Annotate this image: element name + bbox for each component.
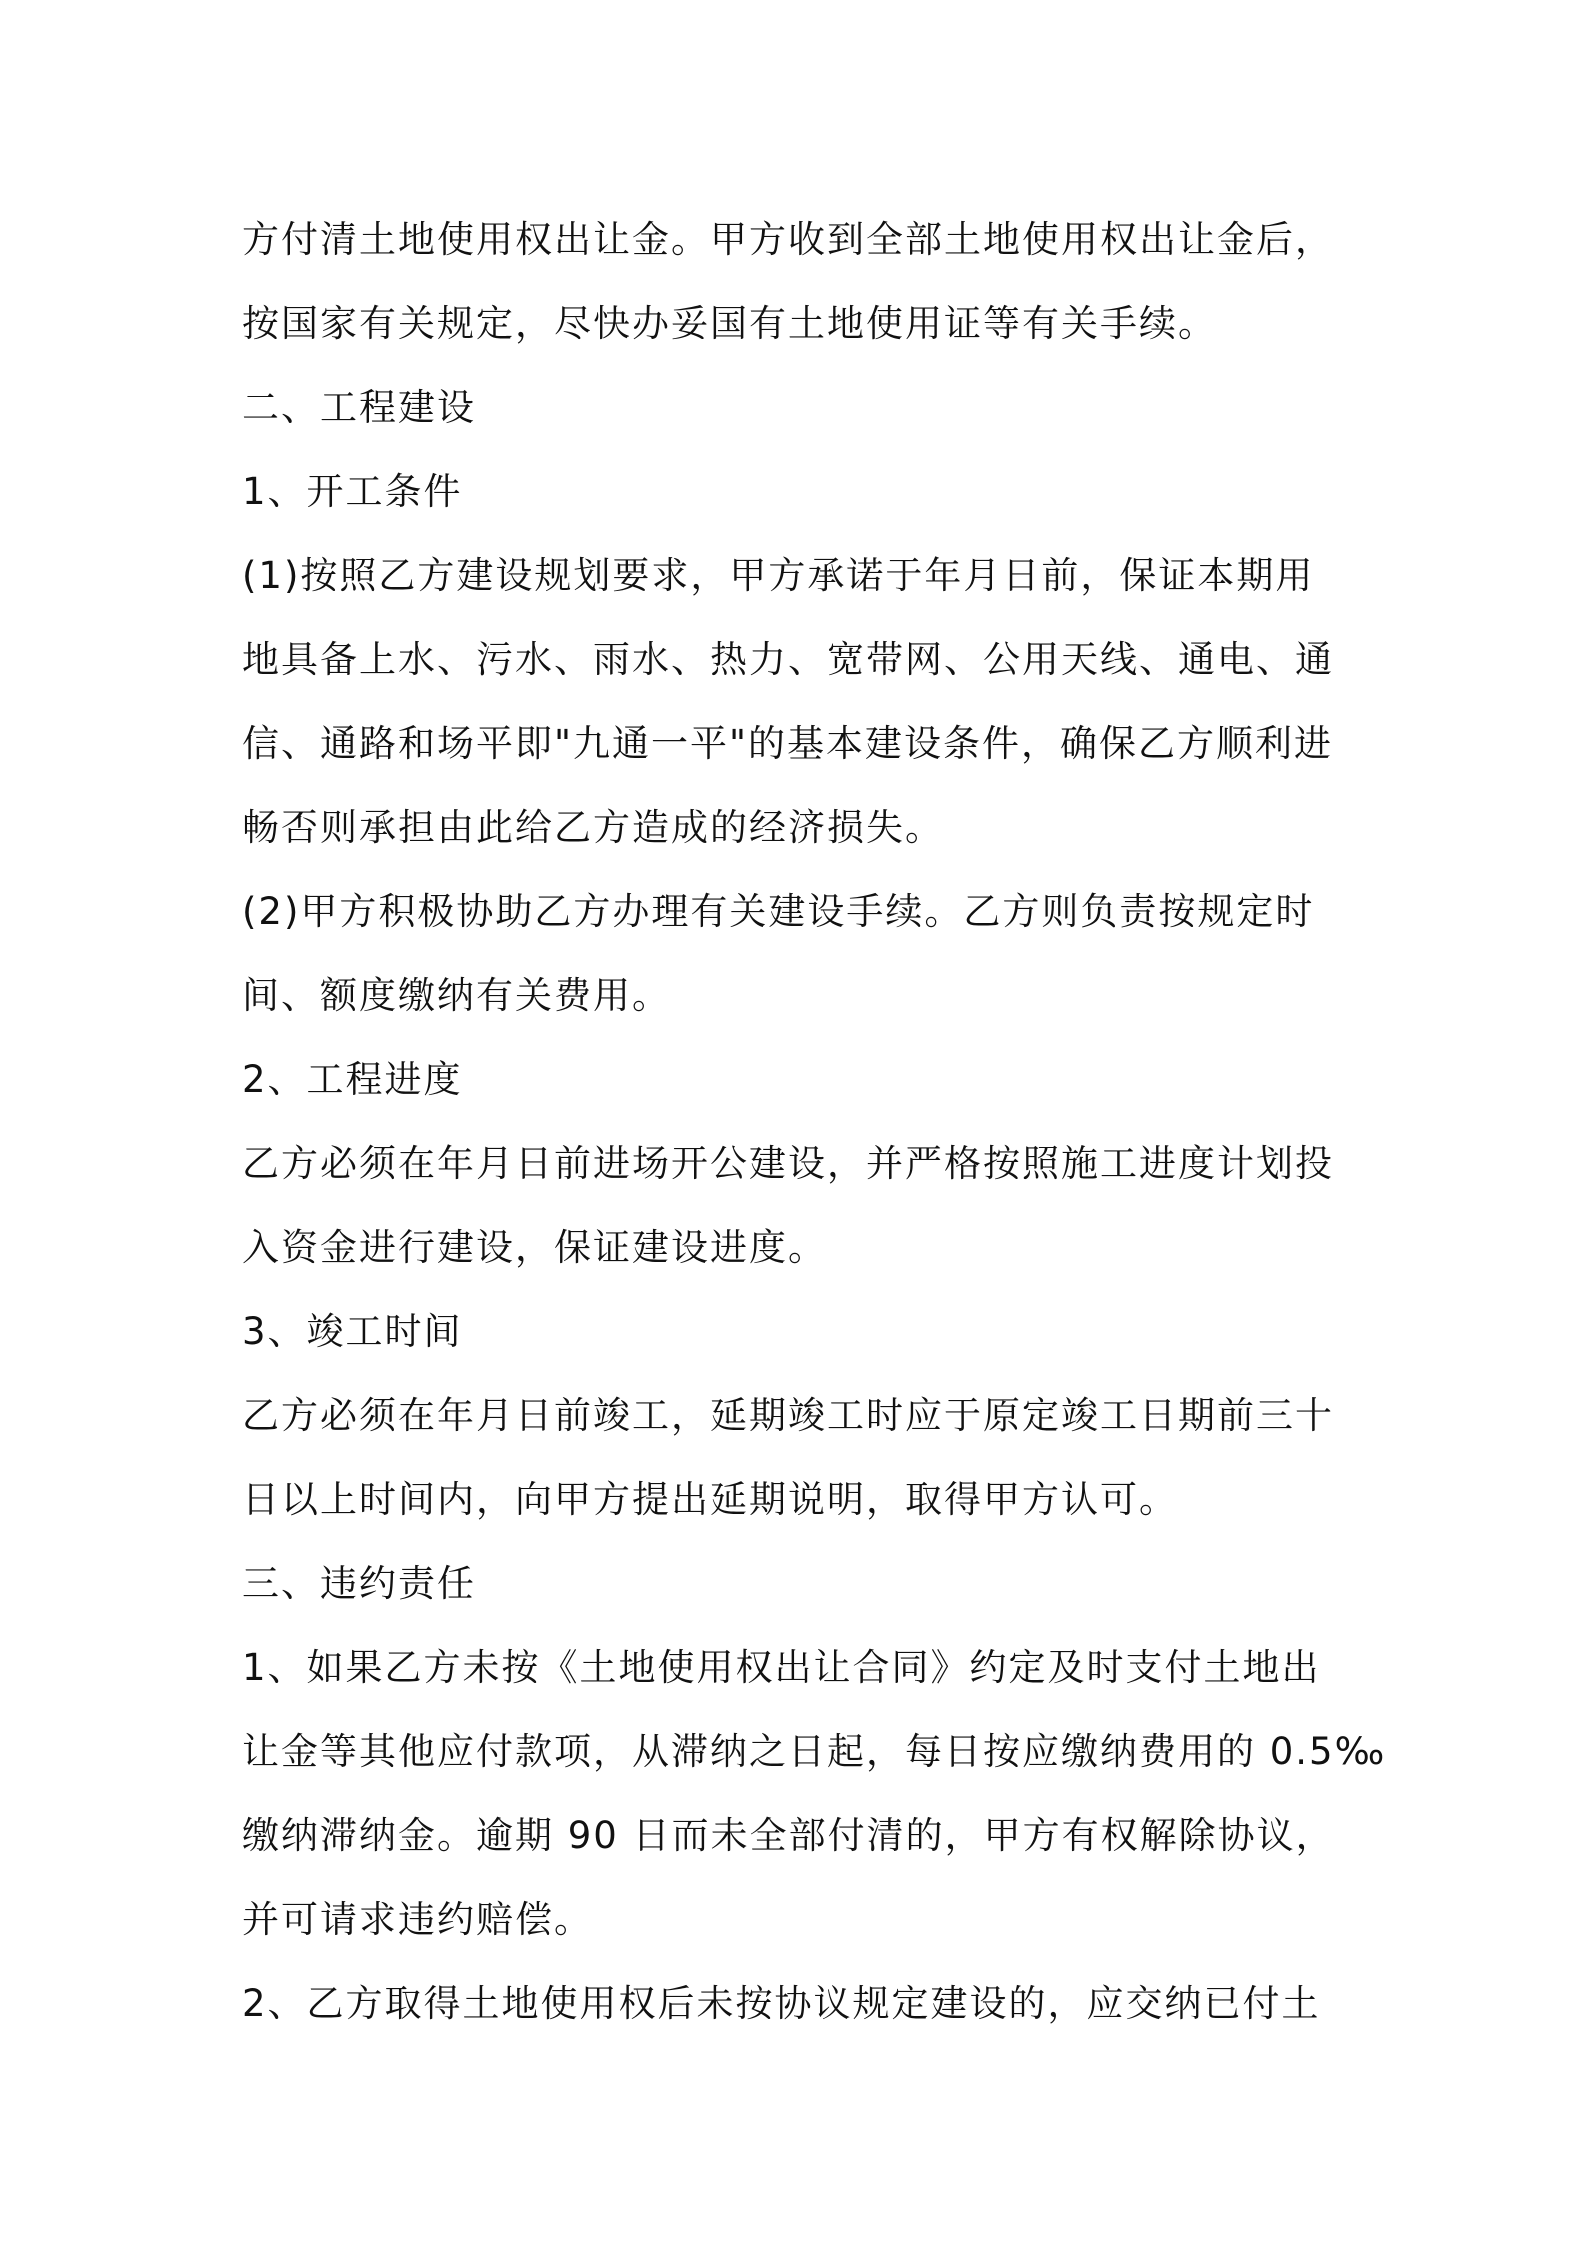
text-line: 入资金进行建设，保证建设进度。 (242, 1226, 827, 1269)
text-line: 乙方必须在年月日前竣工，延期竣工时应于原定竣工日期前三十 (242, 1394, 1334, 1437)
text-line: 乙方必须在年月日前进场开公建设，并严格按照施工进度计划投 (242, 1142, 1334, 1185)
text-line: 让金等其他应付款项，从滞纳之日起，每日按应缴纳费用的 0.5‰ (242, 1730, 1387, 1773)
text-line: 信、通路和场平即"九通一平"的基本建设条件，确保乙方顺利进 (242, 722, 1334, 765)
subsection-heading: 2、工程进度 (242, 1058, 463, 1101)
subsection-heading: 3、竣工时间 (242, 1310, 463, 1353)
document-body (242, 198, 1387, 2046)
text-line: (1)按照乙方建设规划要求，甲方承诺于年月日前，保证本期用 (242, 554, 1315, 597)
text-line: 间、额度缴纳有关费用。 (242, 974, 671, 1017)
subsection-heading: 1、开工条件 (242, 470, 463, 513)
text-line: 方付清土地使用权出让金。甲方收到全部土地使用权出让金后， (242, 218, 1334, 261)
text-line: 按国家有关规定，尽快办妥国有土地使用证等有关手续。 (242, 302, 1217, 345)
text-line: 1、如果乙方未按《土地使用权出让合同》约定及时支付土地出 (242, 1646, 1321, 1689)
text-line: 并可请求违约赔偿。 (242, 1898, 593, 1941)
section-heading: 三、违约责任 (242, 1562, 476, 1605)
text-line: 日以上时间内，向甲方提出延期说明，取得甲方认可。 (242, 1478, 1178, 1521)
text-line: (2)甲方积极协助乙方办理有关建设手续。乙方则负责按规定时 (242, 890, 1315, 933)
text-line: 2、乙方取得土地使用权后未按协议规定建设的，应交纳已付土 (242, 1982, 1321, 2025)
text-line: 缴纳滞纳金。逾期 90 日而未全部付清的，甲方有权解除协议， (242, 1814, 1335, 1857)
text-line: 地具备上水、污水、雨水、热力、宽带网、公用天线、通电、通 (242, 638, 1334, 681)
text-line: 畅否则承担由此给乙方造成的经济损失。 (242, 806, 944, 849)
section-heading: 二、工程建设 (242, 386, 476, 429)
